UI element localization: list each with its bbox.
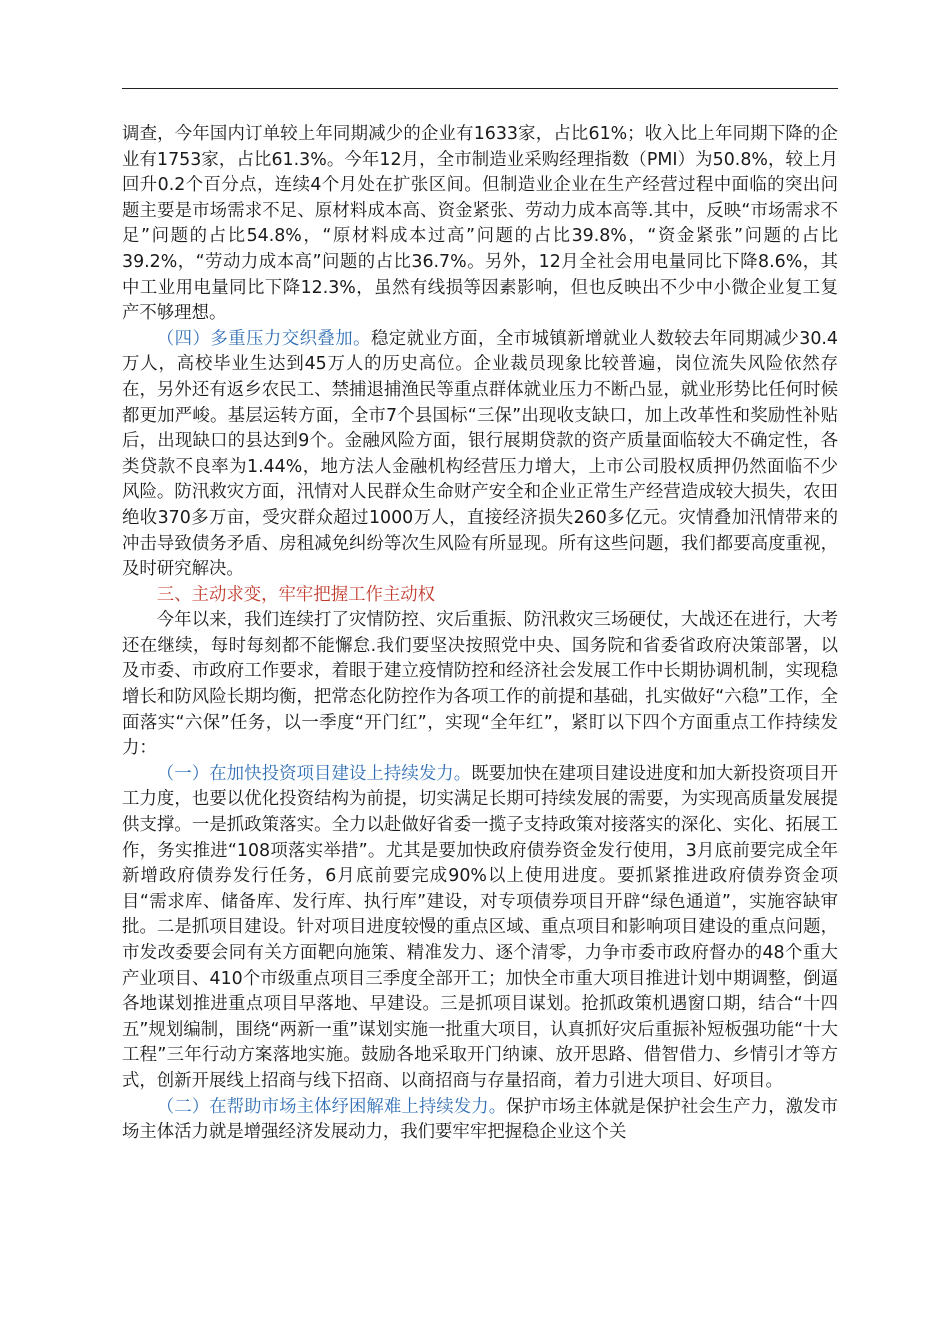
subheading-item-one: （一）在加快投资项目建设上持续发力。 <box>156 763 472 784</box>
paragraph-item-one <box>122 762 838 1095</box>
paragraph-item-four <box>122 327 838 583</box>
document-body <box>122 122 838 1146</box>
section-heading-three: 三、主动求变，牢牢把握工作主动权 <box>156 584 436 605</box>
paragraph-continued <box>122 122 838 327</box>
paragraph-intro <box>122 608 838 762</box>
header-rule <box>122 88 838 89</box>
paragraph-item-two <box>122 1095 838 1146</box>
paragraph-text: 稳定就业方面，全市城镇新增就业人数较去年同期减少30.4万人，高校毕业生达到45万人的历史高位。企业裁员现象比较普遍，岗位流失风险依然存在，另外还有返乡农民工、禁捕退捕渔民等重点群体就业压力不断凸显，就业形势比任何时候都更加严峻。基层运转方面，全市7个县国标“三保”出现收支缺口，加上改革性和奖励性补贴后，出现缺口的县达到9个。金融风险方面，银行展期贷款的资产质量面临较大不确定性，各类贷款不良率为1.44%，地方法人金融机构经营压力增大，上市公司股权质押仍然面临不少风险。防汛救灾方面，汛情对人民群众生命财产安全和企业正常生产经营造成较大损失，农田绝收370多万亩，受灾群众超过1000万人，直接经济损失260多亿元。灾情叠加汛情带来的冲击导致债务矛盾、房租减免纠纷等次生风险有所显现。所有这些问题，我们都要高度重视，及时研究解决。 <box>122 328 838 580</box>
paragraph-text: 既要加快在建项目建设进度和加大新投资项目开工力度，也要以优化投资结构为前提，切实满足长期可持续发展的需要，为实现高质量发展提供支撑。一是抓政策落实。全力以赴做好省委一揽子支持政策对接落实的深化、实化、拓展工作，务实推进“108项落实举措”。尤其是要加快政府债券资金发行使用，3月底前要完成全年新增政府债券发行任务，6月底前要完成90%以上使用进度。要抓紧推进政府债券资金项目“需求库、储备库、发行库、执行库”建设，对专项债券项目开辟“绿色通道”，实施容缺审批。二是抓项目建设。针对项目进度较慢的重点区域、重点项目和影响项目建设的重点问题，市发改委要会同有关方面靶向施策、精准发力、逐个清零，力争市委市政府督办的48个重大产业项目、410个市级重点项目三季度全部开工；加快全市重大项目推进计划中期调整，倒逼各地谋划推进重点项目早落地、早建设。三是抓项目谋划。抢抓政策机遇窗口期，结合“十四五”规划编制，围绕“两新一重”谋划实施一批重大项目，认真抓好灾后重振补短板强功能“十大工程”三年行动方案落地实施。鼓励各地采取开门纳谏、放开思路、借智借力、乡情引才等方式，创新开展线上招商与线下招商、以商招商与存量招商，着力引进大项目、好项目。 <box>122 763 838 1091</box>
paragraph-text: 调查，今年国内订单较上年同期减少的企业有1633家，占比61%；收入比上年同期下降的企业有1753家，占比61.3%。今年12月，全市制造业采购经理指数（PMI）为50.8%，较上月回升0.2个百分点，连续4个月处在扩张区间。但制造业企业在生产经营过程中面临的突出问题主要是市场需求不足、原材料成本高、资金紧张、劳动力成本高等.其中，反映“市场需求不足”问题的占比54.8%，“原材料成本过高”问题的占比39.8%，“资金紧张”问题的占比39.2%，“劳动力成本高”问题的占比36.7%。另外，12月全社会用电量同比下降8.6%，其中工业用电量同比下降12.3%，虽然有线损等因素影响，但也反映出不少中小微企业复工复产不够理想。 <box>122 124 838 324</box>
paragraph-text: 今年以来，我们连续打了灾情防控、灾后重振、防汛救灾三场硬仗，大战还在进行，大考还在继续，每时每刻都不能懈怠.我们要坚决按照党中央、国务院和省委省政府决策部署，以及市委、市政府工作要求，着眼于建立疫情防控和经济社会发展工作中长期协调机制，实现稳增长和防风险长期均衡，把常态化防控作为各项工作的前提和基础，扎实做好“六稳”工作，全面落实“六保”任务，以一季度“开门红”，实现“全年红”，紧盯以下四个方面重点工作持续发力： <box>122 610 838 759</box>
subheading-item-two: （二）在帮助市场主体纾困解难上持续发力。 <box>156 1096 507 1117</box>
paragraph-text: 保护市场主体就是保护社会生产力，激发市场主体活力就是增强经济发展动力，我们要牢牢把握稳企业这个关 <box>122 1096 838 1143</box>
subheading-item-four: （四）多重压力交织叠加。 <box>156 328 371 349</box>
